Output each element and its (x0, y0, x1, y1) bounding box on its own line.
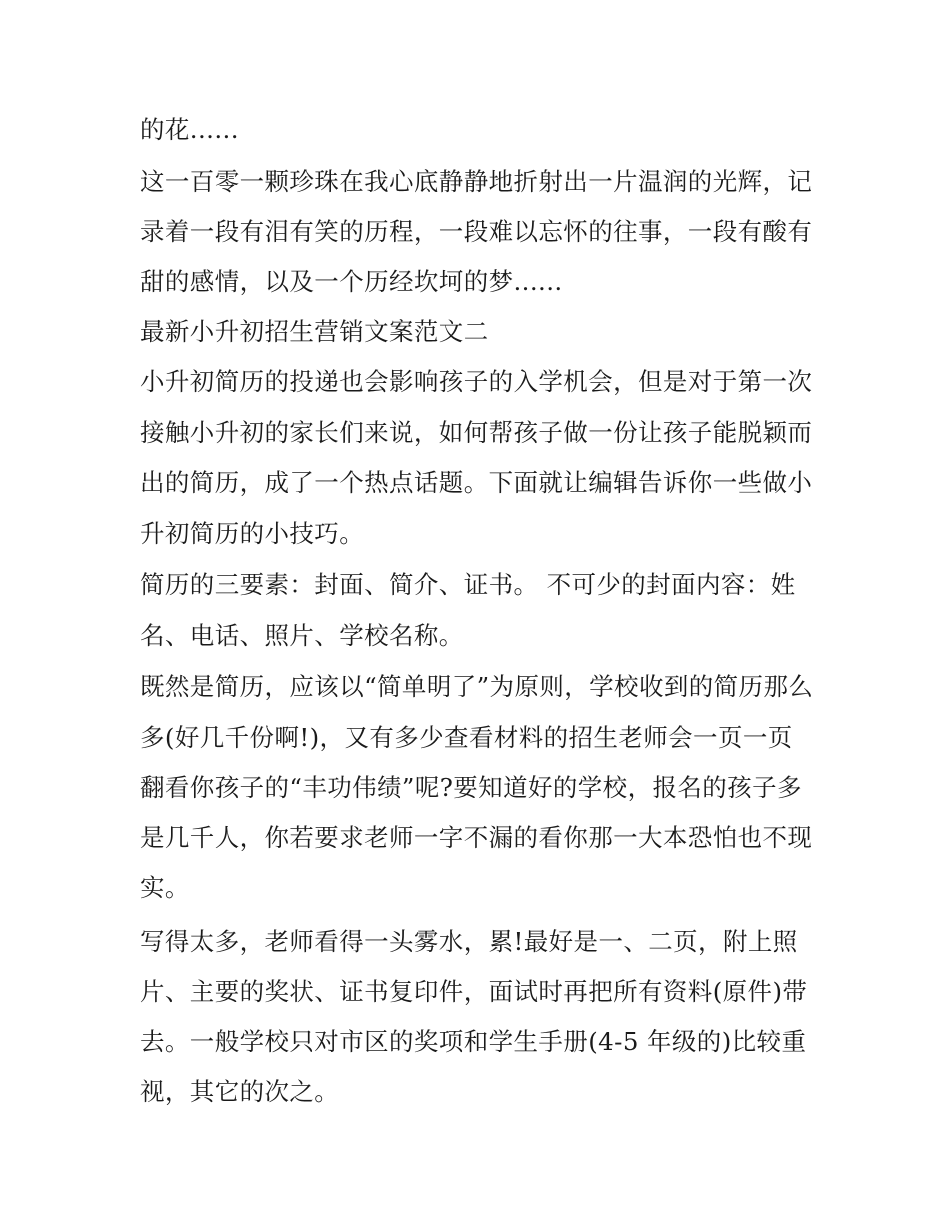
text-line: 名、电话、照片、学校名称。 (140, 621, 464, 650)
text-line: 既然是简历，应该以“简单明了”为原则，学校收到的简历那么 (140, 672, 814, 701)
text-line: 是几千人，你若要求老师一字不漏的看你那一大本恐怕也不现 (140, 823, 813, 852)
text-line: 简历的三要素：封面、简介、证书。 不可少的封面内容：姓 (140, 570, 796, 599)
text-line: 实。 (140, 873, 190, 902)
text-line: 这一百零一颗珍珠在我心底静静地折射出一片温润的光辉，记 (140, 167, 813, 196)
text-line: 甜的感情，以及一个历经坎坷的梦...... (140, 267, 563, 296)
text-line: 出的简历，成了一个热点话题。下面就让编辑告诉你一些做小 (140, 468, 813, 497)
section-heading: 最新小升初招生营销文案范文二 (140, 317, 489, 346)
text-line: 翻看你孩子的“丰功伟绩”呢?要知道好的学校，报名的孩子多 (140, 773, 802, 802)
text-line: 接触小升初的家长们来说，如何帮孩子做一份让孩子能脱颖而 (140, 418, 813, 447)
text-line: 升初简历的小技巧。 (140, 519, 365, 548)
text-line: 视，其它的次之。 (140, 1077, 340, 1106)
text-line: 写得太多，老师看得一头雾水，累!最好是一、二页，附上照 (140, 927, 798, 956)
text-line: 小升初简历的投递也会影响孩子的入学机会，但是对于第一次 (140, 367, 813, 396)
text-line: 的花...... (140, 115, 239, 144)
text-line: 多(好几千份啊!)，又有多少查看材料的招生老师会一页一页 (140, 723, 793, 752)
text-line: 录着一段有泪有笑的历程，一段难以忘怀的往事，一段有酸有 (140, 217, 813, 246)
text-line: 片、主要的奖状、证书复印件，面试时再把所有资料(原件)带 (140, 977, 808, 1006)
text-line: 去。一般学校只对市区的奖项和学生手册(4-5 年级的)比较重 (140, 1027, 807, 1056)
